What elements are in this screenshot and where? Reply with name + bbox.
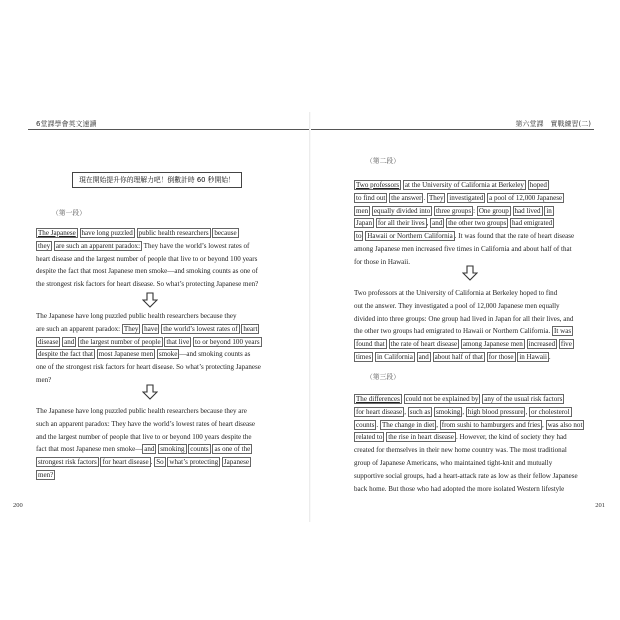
boxed-phrase: are such an apparent paradox:: [55, 241, 141, 250]
right-running-header: 第六堂課 實戰練習(二): [515, 120, 591, 128]
text-line: [354, 431, 584, 444]
text-run: The Japanese have long puzzled public health researchers because they are: [36, 407, 247, 415]
boxed-phrase: in Hawaii: [519, 352, 547, 361]
boxed-phrase: increased: [528, 340, 556, 349]
boxed-phrase: in: [546, 206, 552, 215]
boxed-phrase: for those: [488, 352, 514, 361]
boxed-phrase: The change in diet: [381, 420, 435, 429]
text-run: ,: [436, 420, 440, 429]
boxed-phrase: or cholesterol: [530, 407, 570, 416]
right-header-rule: [310, 129, 594, 130]
text-run: ,: [404, 407, 408, 416]
text-line: [354, 243, 574, 256]
boxed-phrase: what’s protecting: [169, 458, 219, 467]
text-line: [36, 469, 255, 482]
right-page-number: 201: [595, 502, 605, 509]
text-run: divided into three groups: One group had lived in Japan for all their lives, and: [354, 314, 574, 323]
boxed-phrase: from sushi to hamburgers and fries: [441, 420, 541, 429]
boxed-phrase: counts: [190, 445, 209, 454]
text-line: [354, 192, 574, 205]
boxed-phrase: at the University of California at Berkeley: [404, 181, 524, 189]
text-line: [354, 483, 584, 496]
boxed-phrase: heart: [243, 324, 258, 333]
boxed-phrase: equally divided into: [373, 206, 431, 215]
boxed-phrase: They: [123, 324, 139, 333]
boxed-phrase: had lived: [514, 206, 541, 215]
text-line: [36, 348, 262, 361]
left-page: [0, 112, 310, 522]
boxed-phrase: Japanese: [223, 458, 249, 467]
text-run: ,: [525, 407, 529, 416]
right-paragraph-2: [354, 287, 574, 364]
boxed-phrase: about half of that: [434, 352, 483, 361]
text-run: . However, the kind of society they had: [455, 433, 567, 442]
text-run: ,: [426, 219, 431, 228]
right-page: [310, 112, 620, 522]
boxed-phrase: among Japanese men: [462, 340, 523, 349]
boxed-phrase: men?: [38, 470, 54, 479]
boxed-phrase: have: [144, 324, 158, 333]
boxed-phrase: times: [356, 352, 372, 361]
text-line: [36, 456, 255, 469]
text-line: [354, 457, 584, 470]
text-line: [36, 405, 255, 418]
boxed-phrase: as one of the: [214, 445, 251, 454]
text-run: supportive social groups, had a heart-attack rate as low as their fellow Japanese: [354, 471, 578, 480]
boxed-phrase: smoke: [158, 350, 178, 359]
text-line: [354, 300, 574, 313]
boxed-phrase: for all their lives: [377, 219, 425, 228]
text-line: [354, 313, 574, 326]
boxed-phrase: to: [356, 232, 362, 241]
text-line: [36, 265, 258, 278]
text-line: [354, 406, 584, 419]
text-run: ,: [542, 420, 546, 429]
left-running-header: 6堂課學會英文速讀: [36, 120, 97, 128]
text-line: [354, 287, 574, 300]
text-run: created for themselves in their new home country was. The most traditional: [354, 446, 567, 455]
boxed-phrase: It was: [554, 327, 572, 336]
boxed-phrase: in California: [377, 352, 413, 361]
boxed-subject-phrase: The differences: [356, 395, 400, 403]
text-run: :: [473, 206, 477, 215]
text-run: They have the world’s lowest rates of: [142, 241, 250, 250]
boxed-phrase: to find out: [356, 193, 386, 202]
text-run: among Japanese men increased five times in California and about half of that: [354, 244, 572, 253]
text-run: the strongest risk factors for heart disease. So what’s protecting Japanese men?: [36, 280, 259, 289]
down-arrow-icon: [142, 384, 158, 400]
text-line: [354, 205, 574, 218]
boxed-phrase: for heart disease: [356, 407, 403, 416]
boxed-phrase: they: [38, 241, 51, 250]
boxed-phrase: hoped: [529, 181, 547, 189]
text-line: [354, 179, 574, 192]
boxed-phrase: was also not: [547, 420, 583, 429]
boxed-phrase: the rate of heart disease: [390, 340, 458, 349]
left-header-rule: [28, 129, 310, 130]
boxed-phrase: to or beyond 100 years: [195, 337, 260, 346]
text-line: [354, 338, 574, 351]
boxed-phrase: most Japanese men: [98, 350, 154, 359]
boxed-phrase: the rise in heart disease: [388, 433, 454, 442]
text-line: [36, 278, 258, 291]
text-run: such an apparent paradox: They have the world’s lowest rates of heart disease: [36, 419, 256, 428]
boxed-phrase: So: [156, 458, 164, 467]
boxed-phrase: such as: [409, 407, 431, 416]
boxed-phrase: have long puzzled: [81, 229, 133, 237]
boxed-phrase: smoking: [160, 445, 185, 454]
text-line: [36, 361, 262, 374]
boxed-phrase: public health researchers: [138, 229, 209, 237]
boxed-phrase: and: [432, 219, 443, 228]
boxed-phrase: could not be explained by: [405, 395, 479, 403]
boxed-phrase: counts: [356, 420, 375, 429]
instruction-box: 現在開始提升你的理解力吧！倒數計時 60 秒開始！: [72, 172, 242, 188]
boxed-phrase: disease: [38, 337, 59, 346]
boxed-phrase: despite the fact that: [38, 350, 93, 359]
text-run: .: [423, 193, 427, 202]
text-line: [354, 444, 584, 457]
down-arrow-icon: [462, 265, 478, 281]
boxed-phrase: that live: [166, 337, 190, 346]
text-line: [36, 323, 262, 336]
text-run: back home. But those who had adopted the more isolated Western lifestyle: [354, 484, 565, 493]
boxed-phrase: Hawaii or Northern California: [367, 232, 453, 241]
boxed-phrase: and: [418, 352, 429, 361]
text-line: [36, 443, 255, 456]
text-run: and the largest number of people that live to or beyond 100 years despite the: [36, 432, 252, 441]
boxed-phrase: smoking: [436, 407, 461, 416]
boxed-phrase: men: [356, 206, 369, 215]
text-run: men?: [36, 375, 52, 384]
text-line: [36, 310, 262, 323]
text-run: —and smoking counts as: [179, 350, 251, 359]
boxed-phrase: high blood pressure: [467, 407, 524, 416]
text-line: [354, 419, 584, 432]
text-line: [354, 470, 584, 483]
text-line: [36, 253, 258, 266]
boxed-phrase: and: [144, 445, 155, 454]
boxed-phrase: They: [429, 193, 444, 202]
text-line: [36, 336, 262, 349]
text-run: one of the strongest risk factors for heart disease. So what’s protecting Japanese: [36, 363, 261, 372]
book-spread: [0, 112, 620, 522]
boxed-phrase: investigated: [449, 193, 484, 202]
text-run: are such an apparent paradox:: [36, 324, 122, 333]
left-paragraph-3: [36, 405, 255, 482]
boxed-subject-phrase: The Japanese: [38, 229, 76, 237]
left-page-number: 200: [13, 502, 23, 509]
boxed-phrase: had emigrated: [511, 219, 553, 228]
boxed-phrase: the largest number of people: [80, 337, 161, 346]
down-arrow-icon: [142, 292, 158, 308]
boxed-phrase: and: [64, 337, 75, 346]
text-run: fact that most Japanese men smoke—: [36, 445, 143, 454]
boxed-phrase: three groups: [436, 206, 472, 215]
text-run: .: [376, 420, 380, 429]
book-gutter: [309, 112, 311, 522]
boxed-phrase: any of the usual risk factors: [484, 395, 563, 403]
section-label-3: （第三段）: [366, 373, 400, 381]
text-run: group of Japanese Americans, who maintained tight-knit and mutually: [354, 458, 553, 467]
text-run: The Japanese have long puzzled public health researchers because they: [36, 312, 237, 320]
boxed-phrase: related to: [356, 433, 383, 442]
boxed-phrase: for heart disease: [102, 458, 149, 467]
section-label-1: （第一段）: [52, 209, 86, 217]
right-paragraph-1: [354, 179, 574, 269]
boxed-phrase: strongest risk factors: [38, 458, 97, 467]
text-run: Two professors at the University of California at Berkeley hoped to find: [354, 289, 558, 297]
text-run: ,: [462, 407, 466, 416]
text-run: heart disease and the largest number of people that live to or beyond 100 years: [36, 254, 258, 263]
boxed-phrase: the answer: [391, 193, 422, 202]
section-label-2: （第二段）: [366, 157, 400, 165]
text-line: [36, 418, 255, 431]
text-line: [354, 217, 574, 230]
boxed-phrase: five: [560, 340, 572, 349]
boxed-phrase: Japan: [356, 219, 373, 228]
boxed-phrase: found that: [356, 340, 385, 349]
boxed-phrase: the other two groups: [448, 219, 507, 228]
text-run: . It was found that the rate of heart disease: [454, 232, 575, 241]
left-paragraph-2: [36, 310, 262, 387]
left-paragraph-1: [36, 227, 258, 291]
text-line: [354, 230, 574, 243]
text-line: [36, 227, 258, 240]
text-run: out the answer. They investigated a pool of 12,000 Japanese men equally: [354, 301, 560, 310]
boxed-phrase: the world’s lowest rates of: [163, 324, 238, 333]
boxed-phrase: One group: [478, 206, 509, 215]
text-run: the other two groups had emigrated to Hawaii or Northern California.: [354, 327, 553, 336]
text-line: [354, 393, 584, 406]
text-run: .: [548, 352, 551, 361]
text-line: [36, 431, 255, 444]
text-run: for those in Hawaii.: [354, 257, 410, 266]
text-run: .: [150, 458, 155, 467]
text-run: despite the fact that most Japanese men smoke—and smoking counts as one of: [36, 267, 258, 276]
text-line: [354, 325, 574, 338]
boxed-phrase: a pool of 12,000 Japanese: [489, 193, 563, 202]
boxed-phrase: because: [214, 229, 237, 237]
text-line: [36, 240, 258, 253]
text-line: [354, 351, 574, 364]
boxed-subject-phrase: Two professors: [356, 181, 400, 189]
right-paragraph-3: [354, 393, 584, 495]
